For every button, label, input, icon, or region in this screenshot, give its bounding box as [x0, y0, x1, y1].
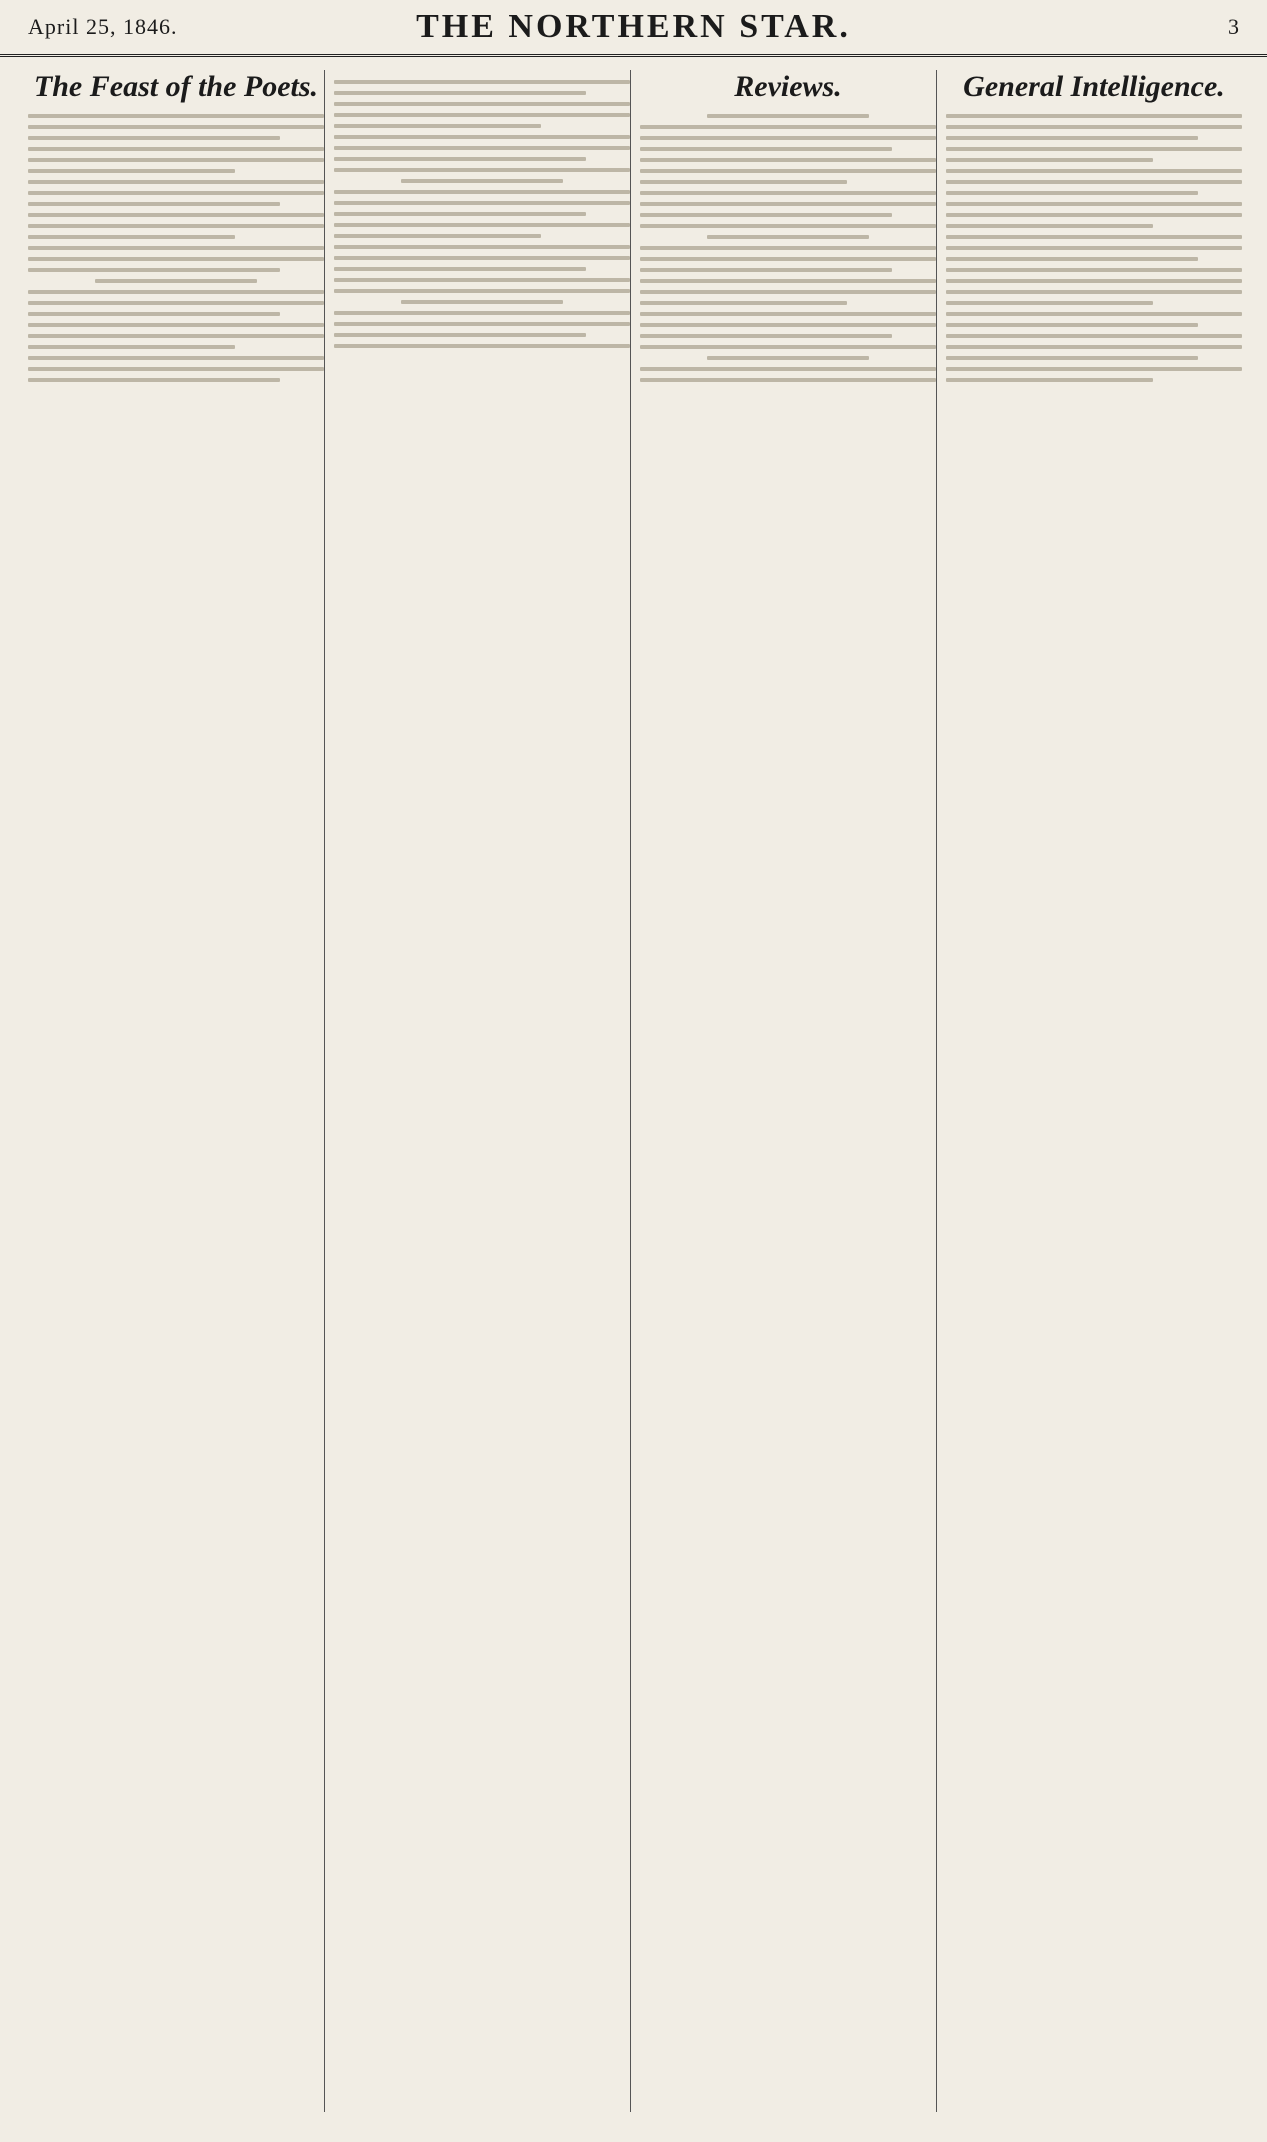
text-placeholder — [946, 114, 1242, 382]
column-2 — [334, 70, 630, 2112]
column-divider — [324, 70, 325, 2112]
column-1 — [28, 70, 324, 2112]
issue-date: April 25, 1846. — [28, 14, 178, 39]
text-placeholder — [640, 114, 936, 382]
section-heading: General Intelligence. — [963, 70, 1225, 103]
page-number: 3 — [1228, 14, 1239, 39]
column-3 — [640, 70, 936, 2112]
section-heading: The Feast of the Poets. — [33, 70, 319, 103]
text-placeholder — [28, 114, 324, 382]
column-4 — [946, 70, 1242, 2112]
column-divider — [936, 70, 937, 2112]
column-divider — [630, 70, 631, 2112]
masthead — [0, 0, 1267, 57]
newspaper-title: THE NORTHERN STAR. — [416, 8, 851, 45]
text-placeholder — [334, 80, 630, 348]
section-heading: Reviews. — [734, 70, 842, 103]
